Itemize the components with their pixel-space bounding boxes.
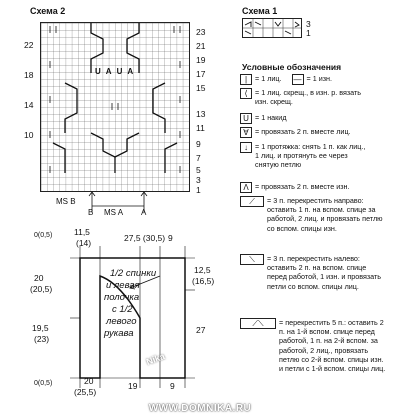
legend-text: = 1 протяжка: снять 1 п. как лиц., 1 лиц. и протянуть ее через снятую петлю — [255, 142, 366, 170]
piece-label-line: полочка — [104, 292, 140, 303]
scheme1-chart — [242, 18, 302, 38]
scheme2-title: Схема 2 — [30, 6, 66, 16]
dim-bottom-255: (25,5) — [74, 387, 97, 397]
dim-left-205: (20,5) — [30, 284, 53, 294]
legend-text: = 1 лиц. — [255, 74, 282, 83]
row-number: 10 — [24, 130, 34, 140]
row-number: 7 — [196, 153, 201, 163]
cross-right-icon: ⟋ — [240, 196, 264, 207]
legend-item — [240, 88, 396, 106]
legend-text: = 1 накид — [255, 113, 287, 122]
legend-text: = провязать 2 п. вместе лиц. — [255, 127, 351, 136]
dim-right-27: 27 — [196, 325, 206, 335]
ms-a-label: MS A — [104, 208, 124, 217]
dim-right-125: 12,5 — [194, 265, 211, 275]
legend-text: = 3 п. перекрестить налево: оставить 2 п. на вспом. спице перед работой, 1 изн. и провязать петли со вспом. спицы лиц. — [267, 254, 382, 291]
ssk-icon: ↓ — [240, 142, 252, 153]
piece-label-line: левого — [106, 316, 137, 327]
row-number: 17 — [196, 69, 206, 79]
dim-bottom-small: 0(0,5) — [34, 380, 53, 387]
row-number: 19 — [196, 55, 206, 65]
motif-row — [95, 67, 138, 76]
legend-text: = провязать 2 п. вместе изн. — [255, 182, 350, 191]
row-number: 18 — [24, 70, 34, 80]
piece-label-line: и левая — [106, 280, 140, 291]
scheme2-grid — [41, 23, 189, 191]
legend-item — [240, 196, 396, 233]
legend-text: = 1 лиц. скрещ., в изн. р. вязать изн. скрещ. — [255, 88, 362, 107]
dim-left-23: (23) — [34, 334, 50, 344]
legend-item — [240, 74, 396, 85]
motif-letter: A — [105, 67, 117, 76]
dim-left-195: 19,5 — [32, 323, 49, 333]
legend-item — [240, 127, 396, 138]
legend-text: = перекрестить 5 п.: оставить 2 п. на 1-й вспом. спице перед работой, 1 п. на 2-й вспом. за работой, 2 лиц., провязать петлю со 2-й вспом. спицы изн. и петли с 1-й вспом. спицы лиц. — [279, 318, 386, 374]
row-number: 14 — [24, 100, 34, 110]
dim-right-165: (16,5) — [192, 276, 215, 286]
row-number: 1 — [196, 185, 201, 195]
piece-label-line: 1/2 спинки — [110, 268, 157, 279]
scheme1-title: Схема 1 — [242, 6, 278, 16]
dim-top-27: 27,5 (30,5) — [124, 233, 166, 243]
scheme1-row-1: 1 — [306, 28, 311, 38]
twisted-knit-icon: ⟨ — [240, 88, 252, 99]
row-number: 9 — [196, 139, 201, 149]
legend-item — [240, 113, 396, 124]
motif-letter: U — [116, 67, 128, 76]
row-number: 11 — [196, 123, 205, 133]
row-number: 13 — [196, 109, 206, 119]
legend-item — [240, 142, 396, 170]
ms-b-letter: B — [88, 208, 94, 217]
legend-item — [240, 254, 396, 291]
row-number: 23 — [196, 27, 206, 37]
dim-bottom-19: 19 — [128, 381, 138, 391]
legend-item — [240, 182, 396, 193]
legend-text: = 3 п. перекрестить направо: оставить 1 п. на вспом. спице за работой, 2 лиц. и провязать петлю со вспом. спицы изн. — [267, 196, 383, 233]
piece-label-line: с 1/2 — [112, 304, 133, 315]
p2tog-icon: Λ — [240, 182, 252, 193]
dim-top-9: 9 — [168, 233, 173, 243]
ms-b-label: MS B — [56, 197, 76, 206]
k2tog-icon: ∀ — [240, 127, 252, 138]
knit-icon: | — [240, 74, 252, 85]
ms-a-letter: A — [141, 208, 147, 217]
motif-letter: A — [127, 67, 139, 76]
watermark-site: WWW.DOMNIKA.RU — [148, 403, 252, 414]
piece-label — [100, 268, 172, 340]
row-number: 21 — [196, 41, 206, 51]
dim-bottom-20: 20 — [84, 376, 94, 386]
scheme1-row-3: 3 — [306, 19, 311, 29]
row-number: 5 — [196, 165, 201, 175]
legend-text: = 1 изн. — [306, 74, 332, 83]
row-number: 15 — [196, 83, 206, 93]
watermark-logo-text: Nika — [144, 351, 167, 367]
motif-letter: U — [95, 67, 106, 76]
piece-label-line: рукава — [104, 328, 134, 339]
row-number: 3 — [196, 175, 201, 185]
cross-five-icon: ⟋⟍ — [240, 318, 276, 329]
dim-top-small: 0(0,5) — [34, 232, 53, 239]
dim-left-20: 20 — [34, 273, 44, 283]
legend-item — [240, 318, 396, 373]
cross-left-icon: ⟍ — [240, 254, 264, 265]
dim-top-14: (14) — [76, 238, 92, 248]
legend-title: Условные обозначения — [242, 62, 342, 72]
row-number: 22 — [24, 40, 34, 50]
dim-bottom-9: 9 — [170, 381, 175, 391]
scheme2-chart — [40, 22, 190, 192]
yarn-over-icon: U — [240, 113, 252, 124]
dim-top-11: 11,5 — [74, 227, 90, 237]
purl-icon: — — [293, 75, 302, 84]
